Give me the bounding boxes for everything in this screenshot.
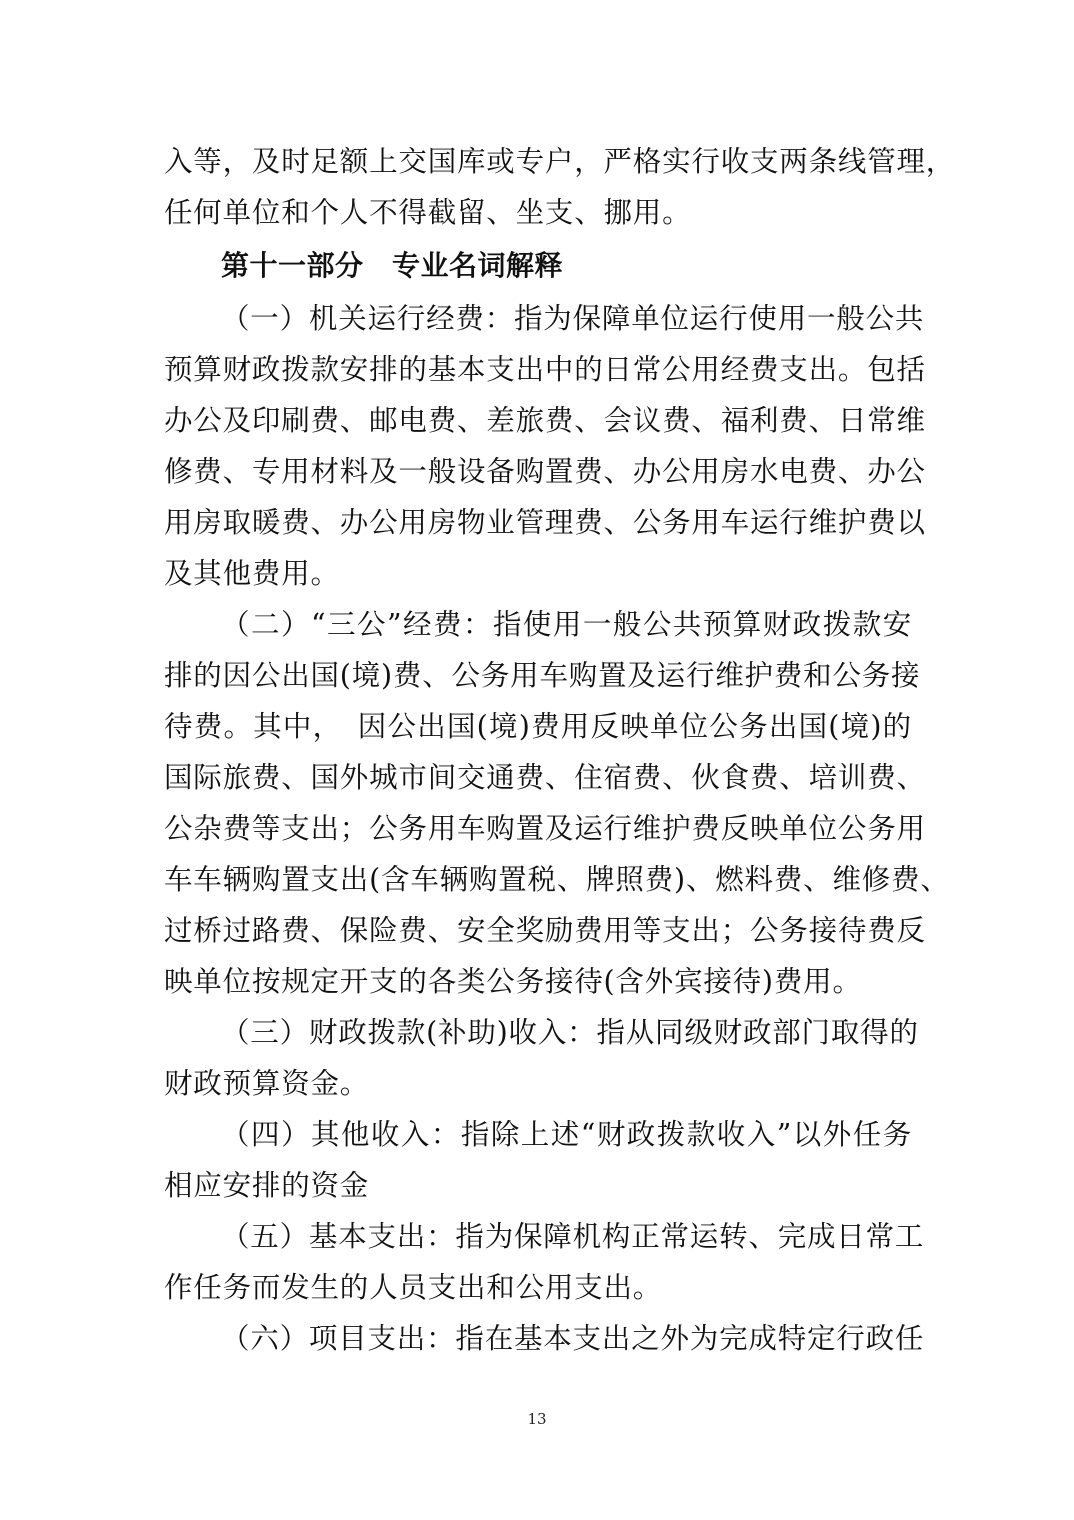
text-line: （二）“三公”经费：指使用一般公共预算财政拨款安: [221, 608, 912, 641]
text-line: 过桥过路费、保险费、安全奖励费用等支出；公务接待费反: [164, 914, 926, 947]
text-line: 国际旅费、国外城市间交通费、住宿费、伙食费、培训费、: [164, 761, 926, 794]
text-line: 预算财政拨款安排的基本支出中的日常公用经费支出。包括: [164, 353, 926, 386]
text-line: 相应安排的资金: [164, 1169, 370, 1202]
text-line: （五）基本支出：指为保障机构正常运转、完成日常工: [221, 1220, 925, 1253]
text-line: 待费。其中， 因公出国(境)费用反映单位公务出国(境)的: [164, 710, 912, 743]
text-line: （三）财政拨款(补助)收入：指从同级财政部门取得的: [221, 1016, 919, 1049]
text-line: 公杂费等支出；公务用车购置及运行维护费反映单位公务用: [164, 812, 926, 845]
text-line: 任何单位和个人不得截留、坐支、挪用。: [164, 196, 692, 229]
page-number: 13: [527, 1410, 547, 1428]
text-line: 排的因公出国(境)费、公务用车购置及运行维护费和公务接: [164, 659, 921, 692]
document-body: [164, 136, 956, 1364]
text-line: （一）机关运行经费：指为保障单位运行使用一般公共: [221, 302, 925, 335]
section-heading: 第十一部分 专业名词解释: [221, 249, 564, 282]
text-line: 车车辆购置支出(含车辆购置税、牌照费)、燃料费、维修费、: [164, 863, 950, 896]
text-line: 办公及印刷费、邮电费、差旅费、会议费、福利费、日常维: [164, 404, 926, 437]
text-line: （六）项目支出：指在基本支出之外为完成特定行政任: [221, 1322, 925, 1355]
text-line: 入等，及时足额上交国库或专户，严格实行收支两条线管理，: [164, 145, 956, 178]
text-line: 作任务而发生的人员支出和公用支出。: [164, 1271, 663, 1304]
text-line: 修费、专用材料及一般设备购置费、办公用房水电费、办公: [164, 455, 926, 488]
text-line: 用房取暖费、办公用房物业管理费、公务用车运行维护费以: [164, 506, 926, 539]
text-line: 财政预算资金。: [164, 1067, 370, 1100]
text-line: 映单位按规定开支的各类公务接待(含外宾接待)费用。: [164, 965, 862, 998]
text-line: （四）其他收入：指除上述“财政拨款收入”以外任务: [221, 1118, 912, 1151]
text-line: 及其他费用。: [164, 557, 340, 590]
